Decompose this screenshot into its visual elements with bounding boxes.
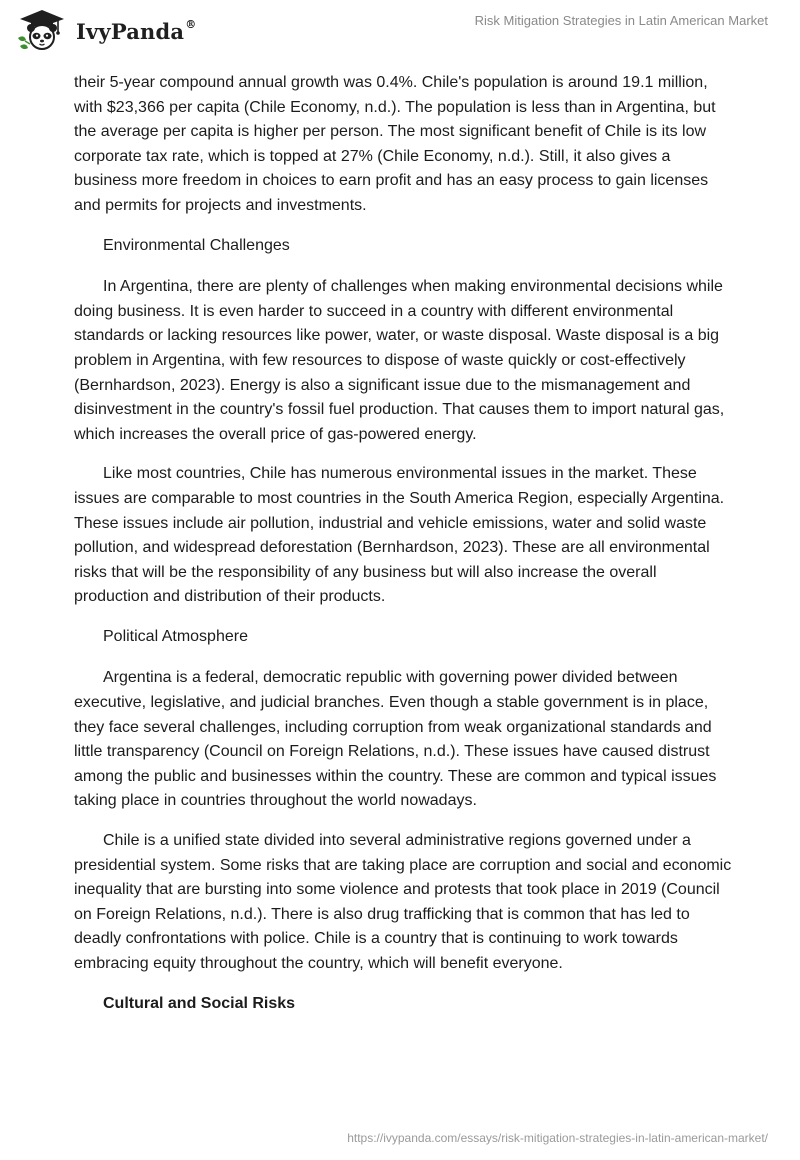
heading-cultural-social-risks: Cultural and Social Risks	[103, 994, 296, 1012]
heading-environmental-challenges: Environmental Challenges	[103, 236, 290, 254]
registered-mark: ®	[185, 17, 197, 31]
document-title: Risk Mitigation Strategies in Latin American Market	[474, 13, 768, 28]
ivypanda-logo[interactable]	[14, 8, 196, 52]
paragraph-economy-chile: their 5-year compound annual growth was 0.4%. Chile's population is around 19.1 million, with $23,366 per capita (Chile Economy, n.d.). The population is less than in Argentina, but the average per capita is higher per person. The most significant benefit of Chile is its low corporate tax rate, which is topped at 27% (Chile Economy, n.d.). Still, it also gives a business more freedom in choices to earn profit and has an easy process to gain licenses and permits for projects and investments.	[74, 74, 716, 214]
paragraph-politics-chile: Chile is a unified state divided into several administrative regions governed under a presidential system. Some risks that are taking place are corruption and social and economic inequality that are bursting into some violence and protests that took place in 2019 (Council on Foreign Relations, n.d.). There is also drug trafficking that is common that has led to deadly confrontations with police. Chile is a country that is continuing to work towards embracing equity throughout the country, which will benefit everyone.	[74, 832, 732, 972]
paragraph-politics-argentina: Argentina is a federal, democratic republic with governing power divided between executive, legislative, and judicial branches. Even though a stable government is in place, they face several challenges, including corruption from weak organizational standards and little transparency (Council on Foreign Relations, n.d.). These issues have caused distrust among the public and businesses within the country. These are common and typical issues taking place in countries throughout the world nowadays.	[74, 669, 717, 810]
paragraph-environment-argentina: In Argentina, there are plenty of challenges when making environmental decisions while doing business. It is even harder to succeed in a country with different environmental standards or lacking resources like power, water, or waste disposal. Waste disposal is a big problem in Argentina, with few resources to dispose of waste quickly or cost-effectively (Bernhardson, 2023). Energy is also a significant issue due to the mismanagement and disinvestment in the country's fossil fuel production. That causes them to import natural gas, which increases the overall price of gas-powered energy.	[74, 278, 725, 443]
heading-political-atmosphere: Political Atmosphere	[103, 627, 248, 645]
essay-content	[74, 71, 734, 1033]
paragraph-environment-chile: Like most countries, Chile has numerous environmental issues in the market. These issues are comparable to most countries in the South America Region, especially Argentina. These issues include air pollution, industrial and vehicle emissions, water and solid waste pollution, and widespread deforestation (Bernhardson, 2023). These are all environmental risks that will be the responsibility of any business but will also increase the overall production and distribution of their products.	[74, 465, 725, 606]
page-header	[0, 0, 800, 68]
brand-name-text: IvyPanda	[76, 18, 185, 44]
brand-name	[76, 19, 196, 44]
footer-source-link[interactable]: https://ivypanda.com/essays/risk-mitigation-strategies-in-latin-american-market/	[347, 1131, 768, 1145]
panda-graduate-logo-icon	[14, 8, 70, 52]
